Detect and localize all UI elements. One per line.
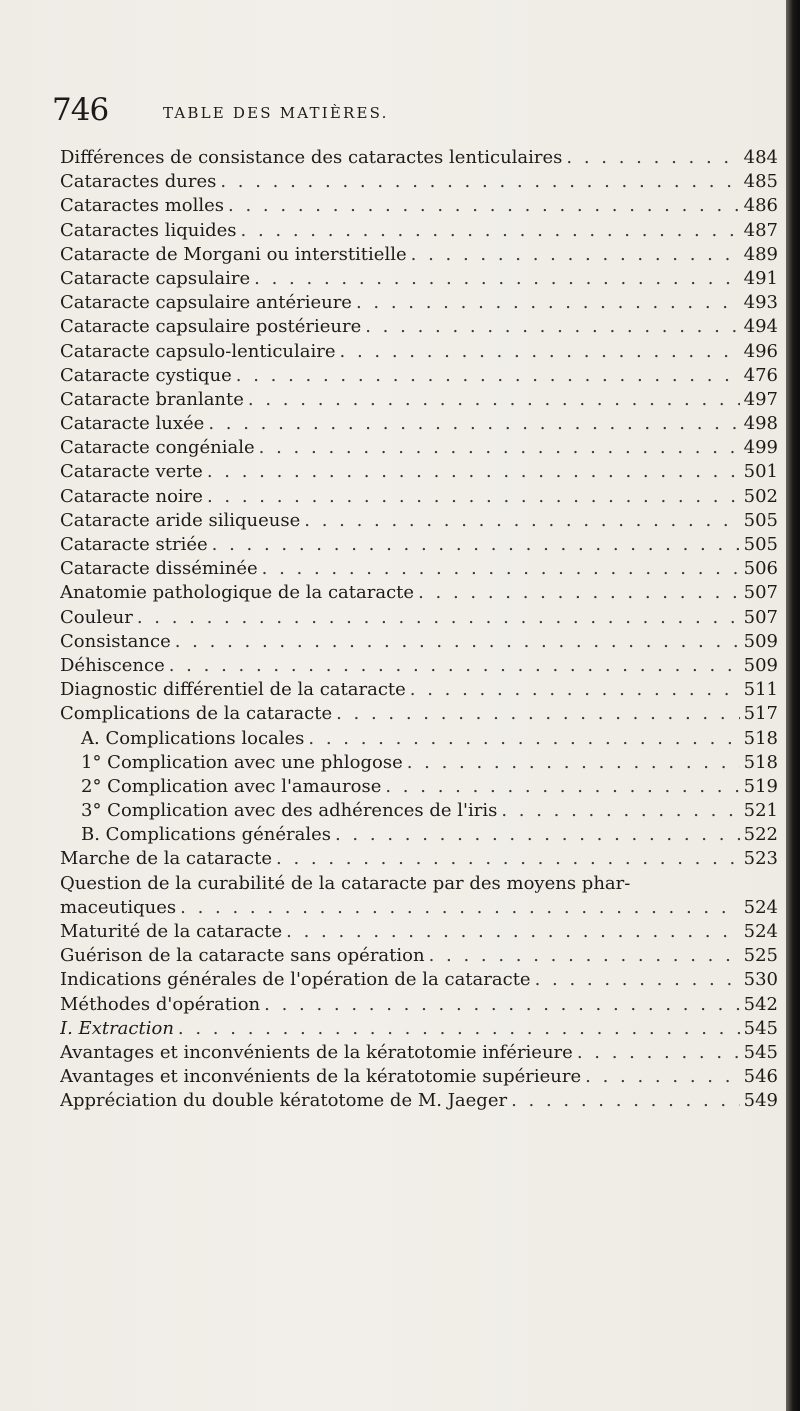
toc-entry-label: Cataractes molles bbox=[60, 195, 225, 217]
toc-entry-label: Cataracte aride siliqueuse bbox=[60, 509, 301, 531]
toc-entry bbox=[60, 968, 778, 992]
dot-leader bbox=[535, 968, 740, 992]
toc-entry bbox=[60, 194, 778, 218]
dot-leader bbox=[410, 678, 740, 702]
toc-entry-label: Indications générales de l'opération de la cataracte bbox=[60, 969, 531, 991]
toc-entry bbox=[60, 243, 778, 267]
toc-entry-page: 507 bbox=[743, 582, 778, 604]
dot-leader bbox=[411, 243, 740, 267]
toc-entry-label: maceutiques bbox=[60, 896, 177, 918]
toc-entry bbox=[60, 485, 778, 509]
toc-entry-label: Cataracte disséminée bbox=[60, 558, 258, 580]
toc-entry-page: 511 bbox=[743, 679, 778, 701]
dot-leader bbox=[276, 847, 740, 871]
toc-entry-page: 494 bbox=[743, 316, 778, 338]
dot-leader bbox=[264, 993, 740, 1017]
toc-entry-page: 524 bbox=[743, 921, 778, 942]
toc-entry-page: 486 bbox=[743, 195, 778, 217]
toc-entry bbox=[60, 557, 778, 581]
toc-entry-label: Cataracte striée bbox=[60, 534, 208, 555]
toc-entry bbox=[60, 1065, 778, 1089]
toc-entry-page: 522 bbox=[743, 824, 778, 846]
toc-entry bbox=[60, 340, 778, 364]
toc-entry-label: Cataracte luxée bbox=[60, 413, 205, 435]
dot-leader bbox=[137, 606, 740, 630]
dot-leader bbox=[228, 194, 740, 218]
toc-entry bbox=[60, 315, 778, 339]
toc-entry-page: 549 bbox=[743, 1090, 778, 1112]
toc-entry-page: 499 bbox=[743, 437, 778, 459]
toc-entry-label: Cataracte capsulo-lenticulaire bbox=[60, 340, 336, 362]
toc-entry bbox=[60, 170, 778, 194]
dot-leader bbox=[566, 146, 739, 170]
dot-leader bbox=[262, 557, 740, 581]
toc-entry-label: Consistance bbox=[60, 630, 171, 652]
toc-entry-label: Cataractes dures bbox=[60, 171, 217, 193]
toc-entry bbox=[60, 388, 778, 412]
toc-entry bbox=[60, 291, 778, 315]
toc-entry bbox=[60, 751, 778, 775]
dot-leader bbox=[308, 727, 739, 751]
toc-entry bbox=[60, 581, 778, 605]
toc-entry bbox=[60, 1089, 778, 1113]
toc-entry-label: Maturité de la cataracte bbox=[60, 921, 283, 942]
toc-entry bbox=[60, 799, 778, 823]
dot-leader bbox=[212, 533, 740, 557]
toc-entry-label: 3° Complication avec des adhérences de l'iris bbox=[81, 800, 498, 822]
toc-entry-label: Cataracte capsulaire antérieure bbox=[60, 292, 352, 314]
binding-edge bbox=[786, 0, 800, 1411]
toc-entry-page: 530 bbox=[743, 969, 778, 991]
toc-entry-label: Cataracte congéniale bbox=[60, 437, 255, 459]
toc-entry-label-line1: Question de la curabilité de la cataracte par des moyens phar- bbox=[60, 872, 631, 894]
page-header bbox=[52, 92, 752, 132]
toc-entry-page: 498 bbox=[743, 413, 778, 435]
dot-leader bbox=[501, 799, 739, 823]
toc-entry-page: 501 bbox=[743, 461, 778, 483]
toc-entry-label: A. Complications locales bbox=[81, 727, 305, 749]
toc-entry-label: Cataracte de Morgani ou interstitielle bbox=[60, 243, 407, 265]
toc-entry-label: Marche de la cataracte bbox=[60, 848, 273, 870]
toc-entry-label: 2° Complication avec l'amaurose bbox=[81, 775, 382, 797]
toc-entry-page: 524 bbox=[743, 896, 778, 918]
toc-entry bbox=[60, 267, 778, 291]
toc-entry-page: 493 bbox=[743, 292, 778, 314]
toc-entry bbox=[60, 1041, 778, 1065]
dot-leader bbox=[208, 412, 739, 436]
toc-entry-label: Cataracte verte bbox=[60, 461, 203, 483]
toc-entry-page: 545 bbox=[743, 1041, 778, 1063]
toc-entry bbox=[60, 1017, 778, 1041]
toc-entry-label: I. Extraction bbox=[60, 1017, 174, 1039]
toc-entry-label: Cataractes liquides bbox=[60, 219, 237, 241]
toc-entry bbox=[60, 219, 778, 243]
dot-leader bbox=[577, 1041, 740, 1065]
dot-leader bbox=[385, 775, 739, 799]
toc-entry-label: Avantages et inconvénients de la kératotomie inférieure bbox=[60, 1041, 573, 1063]
toc-entry-label: Cataracte noire bbox=[60, 485, 203, 507]
dot-leader bbox=[220, 170, 739, 194]
dot-leader bbox=[365, 315, 739, 339]
toc-entry-page: 487 bbox=[743, 219, 778, 241]
toc-entry-label: Couleur bbox=[60, 606, 133, 628]
toc-entry-page: 505 bbox=[743, 509, 778, 531]
dot-leader bbox=[178, 1017, 740, 1041]
toc-entry-page: 505 bbox=[743, 534, 778, 555]
dot-leader bbox=[286, 920, 739, 944]
dot-leader bbox=[335, 823, 740, 847]
toc-entry-page: 496 bbox=[743, 340, 778, 362]
toc-entry bbox=[60, 654, 778, 678]
dot-leader bbox=[259, 436, 740, 460]
toc-entry-page: 497 bbox=[743, 388, 778, 410]
toc-entry bbox=[60, 702, 778, 726]
table-of-contents bbox=[60, 146, 778, 1114]
toc-entry-page: 489 bbox=[743, 243, 778, 265]
dot-leader bbox=[585, 1065, 739, 1089]
toc-entry-label: Anatomie pathologique de la cataracte bbox=[60, 582, 415, 604]
toc-entry-page: 525 bbox=[743, 945, 778, 967]
toc-entry bbox=[60, 993, 778, 1017]
dot-leader bbox=[241, 219, 740, 243]
dot-leader bbox=[248, 388, 740, 412]
dot-leader bbox=[356, 291, 740, 315]
toc-entry-page: 485 bbox=[743, 171, 778, 193]
toc-entry bbox=[60, 606, 778, 630]
dot-leader bbox=[418, 581, 740, 605]
toc-entry bbox=[60, 509, 778, 533]
toc-entry-page: 509 bbox=[743, 630, 778, 652]
dot-leader bbox=[407, 751, 740, 775]
toc-entry bbox=[60, 920, 778, 944]
dot-leader bbox=[180, 896, 740, 920]
toc-entry-label: Cataracte cystique bbox=[60, 364, 232, 386]
toc-entry-page: 518 bbox=[743, 751, 778, 773]
toc-entry bbox=[60, 823, 778, 847]
toc-entry bbox=[60, 775, 778, 799]
dot-leader bbox=[236, 364, 740, 388]
toc-entry bbox=[60, 678, 778, 702]
toc-entry bbox=[60, 847, 778, 871]
toc-entry bbox=[60, 727, 778, 751]
toc-entry bbox=[60, 146, 778, 170]
toc-entry-continuation bbox=[60, 896, 778, 920]
toc-entry-page: 509 bbox=[743, 654, 778, 676]
dot-leader bbox=[207, 460, 740, 484]
toc-entry-page: 517 bbox=[743, 703, 778, 725]
dot-leader bbox=[511, 1089, 740, 1113]
toc-entry-page: 506 bbox=[743, 558, 778, 580]
toc-entry-label: Cataracte branlante bbox=[60, 388, 244, 410]
toc-entry-label: Complications de la cataracte bbox=[60, 703, 333, 725]
toc-entry-label: Diagnostic différentiel de la cataracte bbox=[60, 679, 406, 701]
toc-entry bbox=[60, 944, 778, 968]
toc-entry-page: 521 bbox=[743, 800, 778, 822]
toc-entry-label: Cataracte capsulaire bbox=[60, 267, 251, 289]
dot-leader bbox=[429, 944, 740, 968]
toc-entry-page: 519 bbox=[743, 775, 778, 797]
toc-entry-label: B. Complications générales bbox=[81, 824, 331, 846]
page-number: 746 bbox=[52, 92, 109, 128]
dot-leader bbox=[175, 630, 740, 654]
toc-entry bbox=[60, 630, 778, 654]
toc-entry-page: 542 bbox=[743, 993, 778, 1015]
toc-entry-page: 476 bbox=[743, 364, 778, 386]
running-title: TABLE DES MATIÈRES. bbox=[163, 104, 389, 122]
toc-entry bbox=[60, 533, 778, 557]
toc-entry-label: 1° Complication avec une phlogose bbox=[81, 751, 403, 773]
toc-entry bbox=[60, 436, 778, 460]
toc-entry-label: Avantages et inconvénients de la kératotomie supérieure bbox=[60, 1066, 582, 1088]
toc-entry bbox=[60, 460, 778, 484]
toc-entry-page: 502 bbox=[743, 485, 778, 507]
toc-entry-page: 484 bbox=[743, 147, 778, 168]
dot-leader bbox=[254, 267, 739, 291]
toc-entry-label: Appréciation du double kératotome de M. Jaeger bbox=[60, 1090, 508, 1112]
toc-entry-page: 546 bbox=[743, 1066, 778, 1088]
toc-entry-label: Cataracte capsulaire postérieure bbox=[60, 316, 362, 338]
toc-entry-page: 507 bbox=[743, 606, 778, 628]
dot-leader bbox=[340, 340, 740, 364]
toc-entry-label: Différences de consistance des cataractes lenticulaires bbox=[60, 147, 563, 168]
toc-entry-page: 491 bbox=[743, 267, 778, 289]
dot-leader bbox=[207, 485, 740, 509]
toc-entry-label: Déhiscence bbox=[60, 654, 165, 676]
toc-entry bbox=[60, 412, 778, 436]
toc-entry-label: Méthodes d'opération bbox=[60, 993, 261, 1015]
toc-entry bbox=[60, 364, 778, 388]
toc-entry-page: 545 bbox=[743, 1017, 778, 1039]
dot-leader bbox=[169, 654, 740, 678]
toc-entry bbox=[60, 872, 778, 920]
toc-entry-page: 518 bbox=[743, 727, 778, 749]
dot-leader bbox=[336, 702, 740, 726]
toc-entry-page: 523 bbox=[743, 848, 778, 870]
dot-leader bbox=[304, 509, 739, 533]
toc-entry-label: Guérison de la cataracte sans opération bbox=[60, 945, 425, 967]
